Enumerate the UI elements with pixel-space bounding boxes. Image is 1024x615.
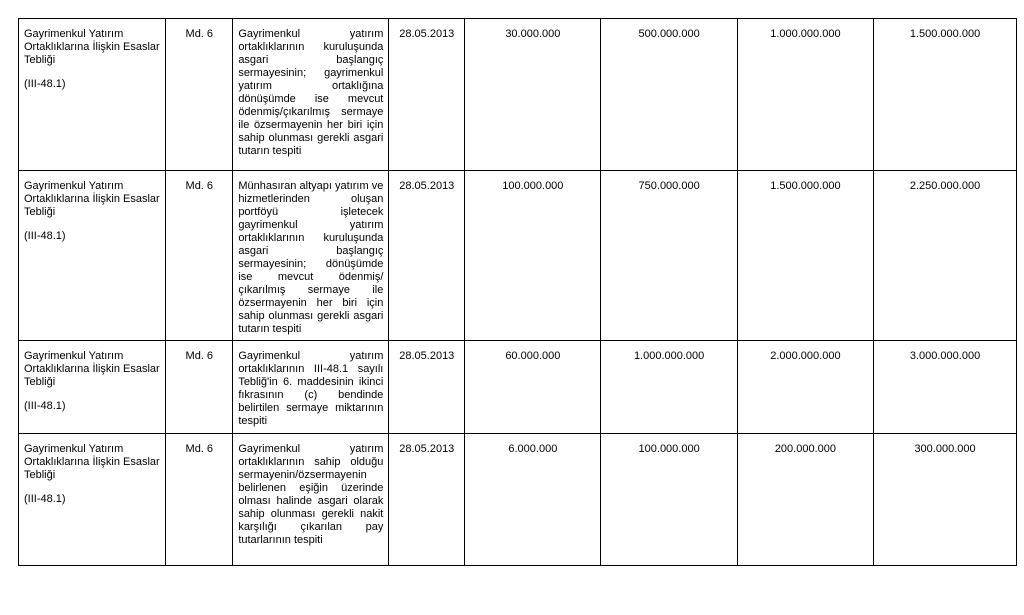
article-cell: Md. 6 <box>166 19 233 171</box>
amount-1-cell: 6.000.000 <box>465 434 601 566</box>
regulation-cell <box>19 171 166 341</box>
amount-2-cell: 750.000.000 <box>601 171 737 341</box>
description-cell: Gayrimenkul yatırım ortaklıklarının kuruluşunda asgari başlangıç sermayesinin; gayrimenkul yatırım ortaklığına dönüşümde ise mevcut ödenmiş/çıkarılmış sermaye ile özsermayenin her biri için sahip olunması gerekli asgari tutarın tespiti <box>233 19 389 171</box>
amount-2-cell: 500.000.000 <box>601 19 737 171</box>
regulation-name: Gayrimenkul Yatırım Ortaklıklarına İlişkin Esaslar Tebliği <box>24 28 160 66</box>
regulation-cell <box>19 341 166 434</box>
description-cell: Gayrimenkul yatırım ortaklıklarının III-48.1 sayılı Tebliğ'in 6. maddesinin ikinci fıkrasının (c) bendinde belirtilen sermaye miktarının tespiti <box>233 341 389 434</box>
amount-4-cell: 300.000.000 <box>874 434 1017 566</box>
amount-3-cell: 1.000.000.000 <box>737 19 873 171</box>
amount-4-cell: 3.000.000.000 <box>874 341 1017 434</box>
description-cell: Münhasıran altyapı yatırım ve hizmetlerinden oluşan portföyü işletecek gayrimenkul yatırım ortaklıklarının kuruluşunda asgari başlangıç sermayesinin; dönüşümde ise mevcut ödenmiş/çıkarılmış sermaye ile özsermayenin her biri için sahip olunması gerekli asgari tutarın tespiti <box>233 171 389 341</box>
amount-1-cell: 100.000.000 <box>465 171 601 341</box>
regulation-code: (III-48.1) <box>24 493 66 505</box>
table-row <box>19 19 1017 171</box>
regulation-cell <box>19 434 166 566</box>
amount-1-cell: 30.000.000 <box>465 19 601 171</box>
regulation-name: Gayrimenkul Yatırım Ortaklıklarına İlişkin Esaslar Tebliği <box>24 443 160 481</box>
table-row <box>19 341 1017 434</box>
amount-2-cell: 1.000.000.000 <box>601 341 737 434</box>
article-cell: Md. 6 <box>166 434 233 566</box>
table-row <box>19 171 1017 341</box>
table-row <box>19 434 1017 566</box>
date-cell: 28.05.2013 <box>389 434 465 566</box>
description-cell: Gayrimenkul yatırım ortaklıklarının sahip olduğu sermayenin/özsermayenin belirlenen eşiğin üzerinde olması halinde asgari olarak sahip olunması gerekli nakit karşılığı çıkarılan pay tutarlarının tespiti <box>233 434 389 566</box>
regulation-cell <box>19 19 166 171</box>
date-cell: 28.05.2013 <box>389 19 465 171</box>
amount-3-cell: 200.000.000 <box>737 434 873 566</box>
amount-2-cell: 100.000.000 <box>601 434 737 566</box>
amount-3-cell: 2.000.000.000 <box>737 341 873 434</box>
date-cell: 28.05.2013 <box>389 171 465 341</box>
regulation-code: (III-48.1) <box>24 230 66 242</box>
article-cell: Md. 6 <box>166 341 233 434</box>
regulation-name: Gayrimenkul Yatırım Ortaklıklarına İlişkin Esaslar Tebliği <box>24 180 160 218</box>
regulation-name: Gayrimenkul Yatırım Ortaklıklarına İlişkin Esaslar Tebliği <box>24 350 160 388</box>
amount-1-cell: 60.000.000 <box>465 341 601 434</box>
article-cell: Md. 6 <box>166 171 233 341</box>
date-cell: 28.05.2013 <box>389 341 465 434</box>
regulation-code: (III-48.1) <box>24 78 66 90</box>
amount-4-cell: 2.250.000.000 <box>874 171 1017 341</box>
regulation-code: (III-48.1) <box>24 400 66 412</box>
amount-3-cell: 1.500.000.000 <box>737 171 873 341</box>
amount-4-cell: 1.500.000.000 <box>874 19 1017 171</box>
regulation-table <box>18 18 1017 566</box>
